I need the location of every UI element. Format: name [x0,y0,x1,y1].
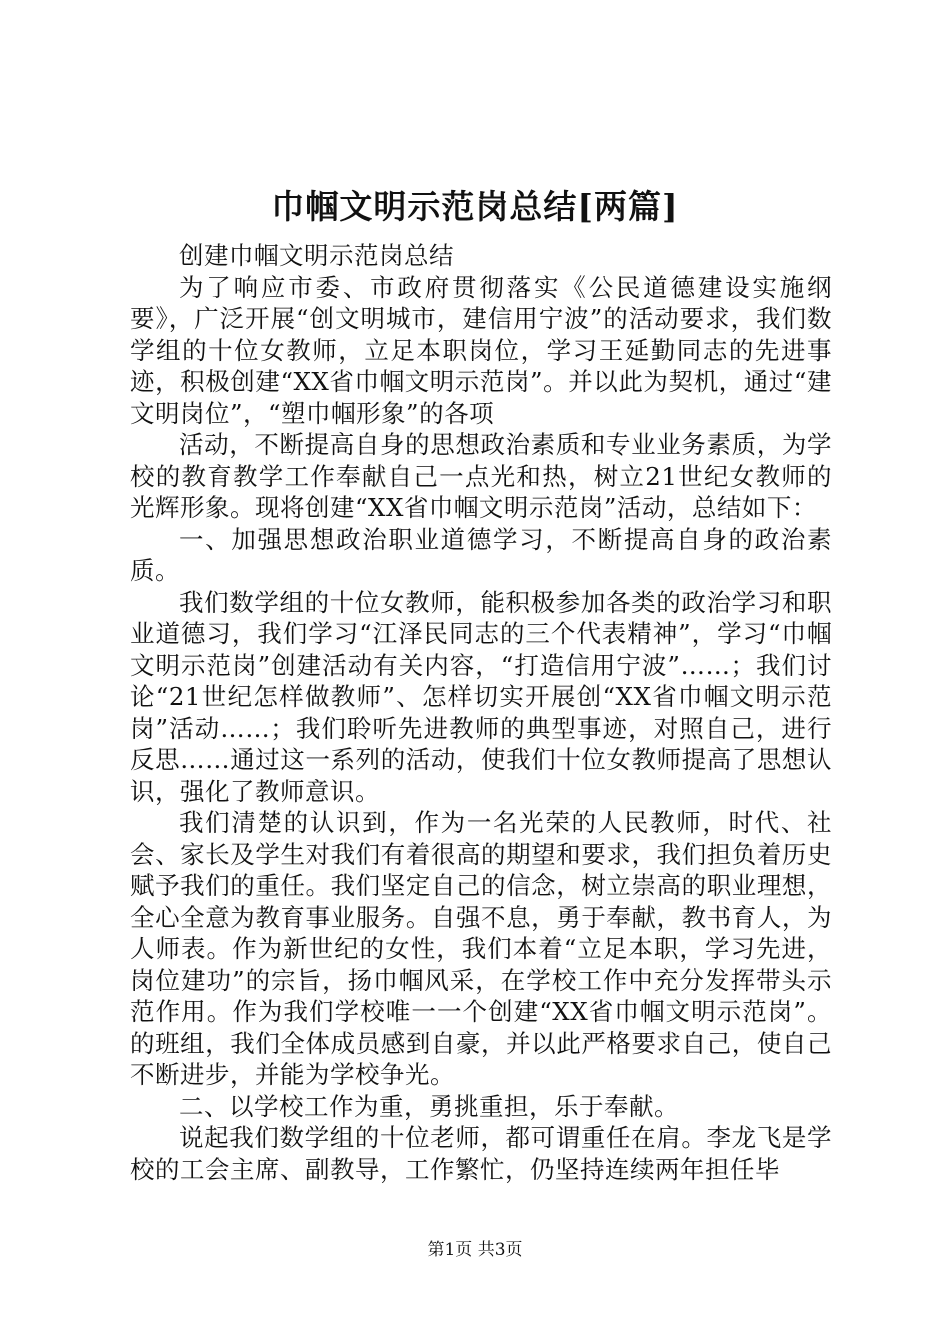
page-footer: 第1页 共3页 [427,1240,523,1260]
paragraph-intro: 为了响应市委、市政府贯彻落实《公民道德建设实施纲要》，广泛开展“创文明城市，建信用宁波”的活动要求，我们数学组的十位女教师，立足本职岗位，学习王延勤同志的先进事迹，积极创建“XX省巾帼文明示范岗”。并以此为契机，通过“建文明岗位”，“塑巾帼形象”的各项 [130,272,832,428]
paragraph-awareness: 我们清楚的认识到，作为一名光荣的人民教师，时代、社会、家长及学生对我们有着很高的期望和要求，我们担负着历史赋予我们的重任。我们坚定自己的信念，树立崇高的职业理想，全心全意为教育事业服务。自强不息，勇于奉献，教书育人，为人师表。作为新世纪的女性，我们本着“立足本职，学习先进，岗位建功”的宗旨，扬巾帼风采，在学校工作中充分发挥带头示范作用。作为我们学校唯一一个创建“XX省巾帼文明示范岗”。的班组，我们全体成员感到自豪，并以此严格要求自己，使自己不断进步，并能为学校争光。 [130,808,832,1089]
paragraph-study: 我们数学组的十位女教师，能积极参加各类的政治学习和职业道德习，我们学习“江泽民同志的三个代表精神”，学习“巾帼文明示范岗”创建活动有关内容，“打造信用宁波”……；我们讨论“21世纪怎样做教师”、怎样切实开展创“XX省巾帼文明示范岗”活动……；我们聆听先进教师的典型事迹，对照自己，进行反思……通过这一系列的活动，使我们十位女教师提高了思想认识，强化了教师意识。 [130,587,832,806]
paragraph-responsibilities: 说起我们数学组的十位老师，都可谓重任在肩。李龙飞是学校的工会主席、副教导，工作繁忙，仍坚持连续两年担任毕 [130,1123,832,1184]
section-heading-1: 一、加强思想政治职业道德学习，不断提高自身的政治素质。 [130,524,832,585]
paragraph-activities: 活动，不断提高自身的思想政治素质和专业业务素质，为学校的教育教学工作奉献自己一点光和热，树立21世纪女教师的光辉形象。现将创建“XX省巾帼文明示范岗”活动，总结如下： [130,430,832,522]
section-heading-2: 二、以学校工作为重，勇挑重担，乐于奉献。 [179,1091,679,1121]
document-title: 巾帼文明示范岗总结[两篇] [271,187,679,226]
document-body [130,240,832,1185]
document-subtitle: 创建巾帼文明示范岗总结 [179,241,454,270]
